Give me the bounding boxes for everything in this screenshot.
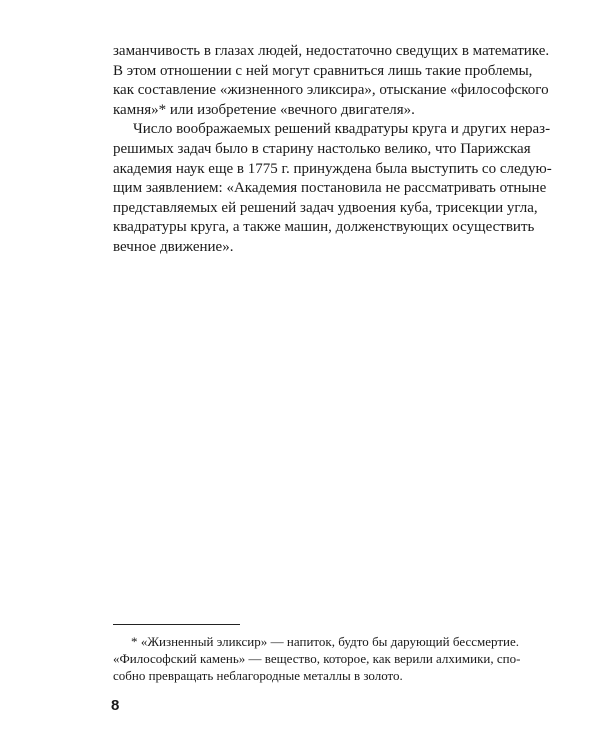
text-line: представляемых ей решений задач удвоения куба, трисекции угла, — [113, 199, 538, 216]
text-line: академия наук еще в 1775 г. принуждена была выступить со следую- — [113, 160, 552, 177]
text-line: решимых задач было в старину настолько велико, что Парижская — [113, 140, 531, 157]
text-line: как составление «жизненного эликсира», отыскание «философского — [113, 82, 549, 99]
footnote-line: * «Жизненный эликсир» — напиток, будто бы дарующий бессмертие. — [131, 634, 519, 649]
main-text — [113, 42, 552, 258]
text-line: квадратуры круга, а также машин, долженствующих осуществить — [113, 219, 535, 236]
text-line: камня»* или изобретение «вечного двигателя». — [113, 101, 415, 118]
paragraph-1 — [113, 42, 550, 120]
text-line: вечное движение». — [113, 238, 234, 255]
text-line: В этом отношении с ней могут сравниться лишь такие проблемы, — [113, 62, 533, 79]
paragraph-2 — [113, 120, 552, 257]
footnote — [113, 633, 519, 684]
footnote-line: «Философский камень» — вещество, которое, как верили алхимики, спо- — [113, 651, 521, 666]
text-line: Число воображаемых решений квадратуры круга и других нераз- — [133, 121, 551, 138]
text-line: щим заявлением: «Академия постановила не рассматривать отныне — [113, 180, 547, 197]
page-number: 8 — [111, 697, 120, 714]
text-line: заманчивость в глазах людей, недостаточно сведущих в математике. — [113, 43, 550, 59]
footnote-line: собно превращать неблагородные металлы в золото. — [113, 668, 403, 683]
footnote-divider — [113, 624, 240, 625]
